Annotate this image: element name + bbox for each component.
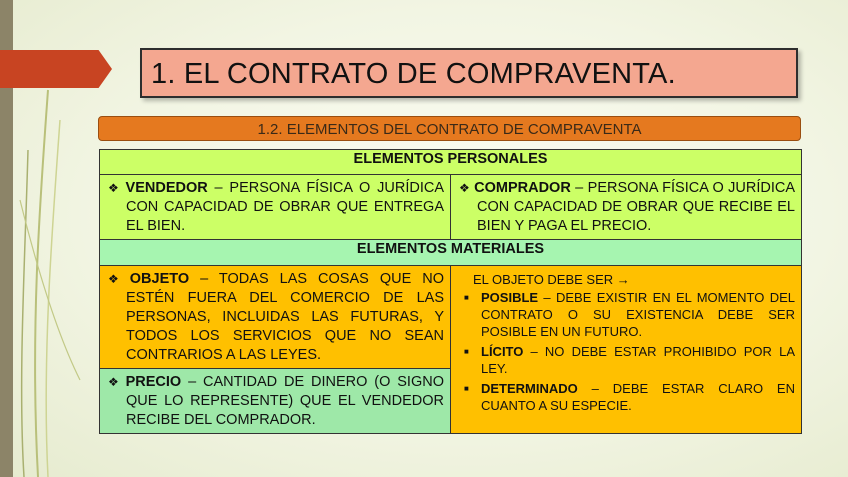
seller-cell [100, 175, 451, 240]
title-arrow-shape [0, 50, 112, 88]
price-cell [100, 369, 451, 434]
diamond-bullet-icon: ❖ [108, 272, 126, 286]
seller-description: – PERSONA FÍSICA O JURÍDICA CON CAPACIDAD DE OBRAR QUE ENTREGA EL BIEN. [126, 180, 444, 234]
object-description: – TODAS LAS COSAS QUE NO ESTÉN FUERA DEL COMERCIO DE LAS PERSONAS, INCLUIDAS LAS FUTURAS, Y TODOS LOS SERVICIOS QUE NO SEAN CONTRARIOS A LAS LEYES. [126, 271, 444, 363]
section-subtitle: 1.2. ELEMENTOS DEL CONTRATO DE COMPRAVENTA [257, 121, 642, 138]
buyer-term: COMPRADOR [474, 180, 571, 196]
diamond-bullet-icon: ❖ [459, 181, 471, 195]
diamond-bullet-icon: ❖ [108, 375, 122, 389]
material-elements-header [100, 240, 802, 266]
list-item [459, 343, 795, 377]
requirement-text: – DEBE ESTAR CLARO EN CUANTO A SU ESPECIE. [481, 381, 795, 413]
object-requirements-cell [451, 266, 802, 434]
buyer-description: – PERSONA FÍSICA O JURÍDICA CON CAPACIDAD DE OBRAR QUE RECIBE EL BIEN Y PAGA EL PRECIO. [477, 180, 795, 234]
title-box [140, 48, 798, 98]
requirement-term: POSIBLE [481, 290, 539, 305]
diamond-bullet-icon: ❖ [108, 181, 122, 195]
page-title: 1. EL CONTRATO DE COMPRAVENTA. [151, 58, 676, 90]
requirements-intro: EL OBJETO DEBE SER → [473, 272, 630, 287]
buyer-cell [451, 175, 802, 240]
elements-table [99, 149, 802, 434]
list-item [459, 380, 795, 414]
personal-elements-header-text: ELEMENTOS PERSONALES [353, 151, 548, 167]
price-description: – CANTIDAD DE DINERO (O SIGNO QUE LO REPRESENTE) QUE EL VENDEDOR RECIBE DEL COMPRADOR. [126, 374, 444, 428]
requirement-term: DETERMINADO [481, 381, 578, 396]
list-item [459, 289, 795, 340]
requirement-term: LÍCITO [481, 344, 524, 359]
requirement-text: – NO DEBE ESTAR PROHIBIDO POR LA LEY. [481, 344, 795, 376]
seller-term: VENDEDOR [125, 180, 208, 196]
requirements-list [459, 289, 795, 414]
material-elements-header-text: ELEMENTOS MATERIALES [356, 241, 545, 257]
subtitle-bar [98, 116, 801, 141]
personal-elements-header [100, 150, 802, 175]
requirement-text: – DEBE EXISTIR EN EL MOMENTO DEL CONTRATO O SU EXISTENCIA DEBE SER POSIBLE EN UN FUTURO. [481, 290, 795, 339]
object-term: OBJETO [129, 271, 190, 287]
object-cell [100, 266, 451, 369]
price-term: PRECIO [125, 374, 182, 390]
